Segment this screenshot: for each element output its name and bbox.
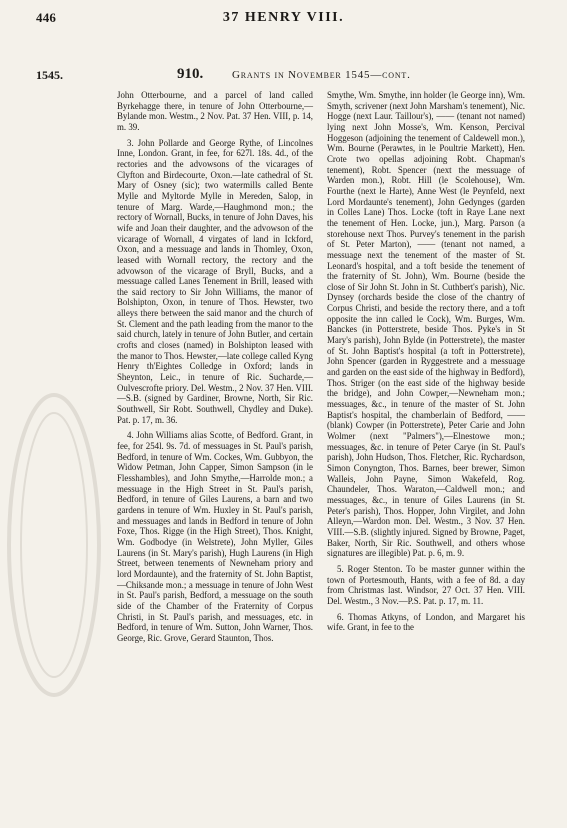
page-number: 446	[36, 10, 57, 25]
entry-4: 4. John Williams alias Scotte, of Bedford. Grant, in fee, for 254l. 9s. 7d. of messuages in St. Paul's parish, Bedford, in tenure of Wm. Cockes, Wm. Gubbyon, the Widow Petman, John Capper, Simon Sampson (in le Flesshambles), and John Smythe,—Harrolde mon.; a messuage in the High Street in St. Paul's parish, Bedford, in tenure of Giles Laurens, a barn and two gardens in tenure of Wm. Huxley in St. Paul's parish, and messuages and lands in Bedford in tenure of John Foxe, Thos. Rigge (in the High Street), Thos. Knight, Wm. Godbodye (in Welstrete), John Myller, Giles Laurens (in St. Mary's parish), Hugh Laurens (in High Street, between tenements of Newneham priory and lord Mordaunte), and the fraternity of St. John Baptist,—Chiksande mon.; a messuage in tenure of John West in St. Paul's parish, Bedford, a messuage on the south side of the Chamber of the Fraternity of Corpus Christi, in St. Paul's parish, and messuages, etc. in Bedford, in tenure of Wm. Sutton, John Warner, Thos. George, Ric. Grove, Gerard Staunton, Thos.	[117, 430, 313, 643]
running-head: 37 HENRY VIII.	[222, 10, 345, 25]
entry-5: 5. Roger Stenton. To be master gunner within the town of Portesmouth, Hants, with a fee of 8d. a day from Christmas last. Windsor, 27 Oct. 37 Hen. VIII. Del. Westm., 3 Nov.—P.S. Pat. p. 17, m. 11.	[327, 563, 525, 606]
right-column	[327, 90, 525, 638]
entry-3: 3. John Pollarde and George Rythe, of Lincolnes Inne, London. Grant, in fee, for 627l. 18s. 4d., of the rectories and the advowsons of the vicarages of Clyfton and Birdecourte, Oxon.—late cathedral of St. Mary of Osney (sic); two watermills called Bente Mylle and Myltorde Mylle in Mereden, Salop, in tenure of Marg. Warde,—Haughmond mon.; the rectory of Wornall, Bucks, in tenure of John Daves, his wife and Joan their daughter, and the advowson of the vicarage of Wornall, 4 virgates of land in Ickford, Oxon, and a messuage and lands in Thomley, Oxon, leased with Wornall rectory, the rectory and the advowson of the vicarage of Bryll, Bucks, and a messuage called Lanes Tenement in Brill, leased with the said rectory to Sir John Williams, the manor of Bolshipton, Oxon, in tenure of Thos. Hewster, two alleys there between the said manor and the church of St. Clement and the path leading from the manor to the said church, lately in tenure of John Butler, and certain crofts and closes (named) in Bolshipton leased with the manor to Thos. Hewster,—late college called Kyng Henry th'Eightes Colledge in Oxford; lands in Sheynton, Leic., in tenure of Ric. Sucharde,—Oulvescrofte priory. Del. Westm., 2 Nov. 37 Hen. VIII.—S.B. (signed by Gardiner, Browne, North, Sir Ric. Southwell, Sir Robt. Southwell, Chydley and Duke). Pat. p. 17, m. 36.	[117, 137, 313, 425]
entry-4-continuation: Smythe, Wm. Smythe, inn holder (le George inn), Wm. Smyth, scrivener (next John Marsham's tenement), Nic. Hogge (next Laur. Taillour's), —— (tenant not named) lying next John Mosse's, Wm. Kenson, Percival Hoggeson (adjoining the tenement of Caldewell mon.), Wm. Bourne (Perawtes, in le Poultrie Markett), Hen. Crote two opellas adjoining Robt. Chapman's tenement), Robt. Spencer (next the messuage of Warden mon.), Robt. Hill (le Scolehouse), Wm. Fourthe (next le Harte), Anne West (le Peynfeld, next Lord Mordaunte's tenement), John Gedynges (garden in Colles Lane) Thos. Locke (toft in Raye Lane next the tenement of Hen. Locke, jun.), Marg. Parson (a storehouse next Thos. Purvey's tenement in the parish of St. Peter Marton), —— (tenant not named, a messuage next the tenement of the master of St. Leonard's hospital, and a toft beside the tenement of the fraternity of St. John), Wm. Bourne (beside the close of Sir John St. John in St. Cuthbert's parish), Nic. Dynsey (orchards beside the close of the chantry of Corpus Christi, and beside the rectory there, and a toft opposite the inn called le Cock), Wm. Burges, Wm. Banckes (in Potterstrete, beside Thos. Pyke's in St Mary's parish), John Bylde (in Potterstrete), the master of St. John Baptist's hospital (a toft in Potterstrete), John Spencer (garden in Ryggestrete and a messuage and garden on the east side of the highway in Bedford), Thos. Striger (on the east side of the highway beside the bridge), and John Cowper,—Newneham mon.; messuages, &c., in tenure of the master of St. John Baptist's hospital, the chamberlain of Bedford, —— (blank) Cowper (in Potterstrete), Peter Carie and John Wolmer (next "Palmers"),—Elnestowe mon.; messuages, &c. in tenure of Peter Carye (in St. Paul's parish), John Hudson, Thos. Fletcher, Ric. Rychardson, Simon Conyngton, Thos. Barnes, beer brewer, Simon Walleis, John Payne, Simon Wakefeld, Rog. Chaundeler, Thos. Waraton,—Caldwell mon.; and messuages, &c., in tenure of Giles Laurens (in St. Peter's parish), Thos. Hopper, John Virgilet, and John Alleyn,—Wardon mon. Del. Westm., 3 Nov. 37 Hen. VIII.—S.B. (slightly injured. Signed by Browne, Paget, Baker, North, Sir Ric. Southwell, and others whose signatures are illegible) Pat. p. 6, m. 9.	[327, 90, 525, 559]
paragraph-continuation: John Otterbourne, and a parcel of land called Byrkehagge there, in tenure of John Otterbourne,—Bylande mon. Westm., 2 Nov. Pat. 37 Hen. VIII, p. 14, m. 39.	[117, 90, 313, 132]
left-column	[117, 90, 313, 648]
year-marker: 1545.	[36, 68, 63, 82]
section-title: Grants in November 1545—cont.	[232, 69, 411, 81]
library-stamp-watermark	[2, 380, 107, 710]
entry-6: 6. Thomas Atkyns, of London, and Margaret his wife. Grant, in fee to the	[327, 611, 525, 633]
section-number: 910.	[177, 66, 204, 82]
